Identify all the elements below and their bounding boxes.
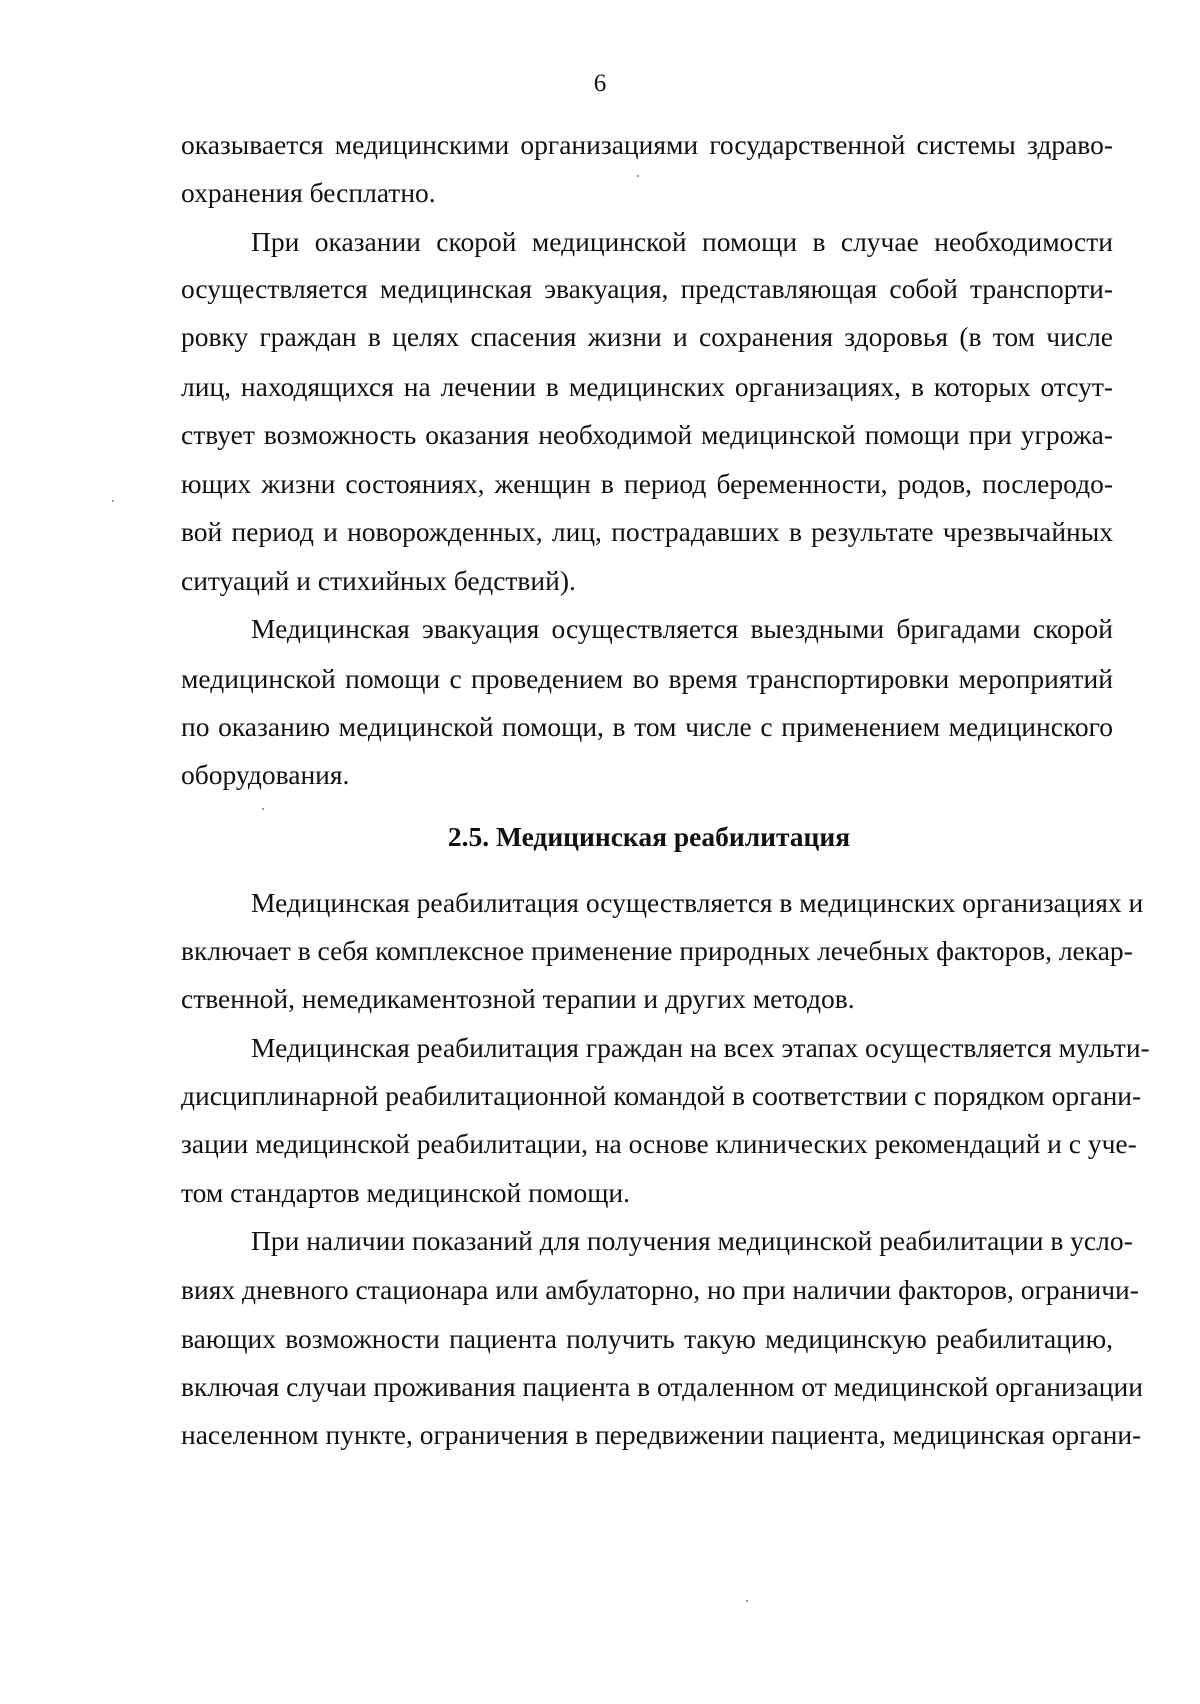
scan-speck xyxy=(262,808,264,810)
text-line: вой период и новорожденных, лиц, пострадавших в результате чрезвычайных xyxy=(181,516,1113,547)
text-line: населенном пункте, ограничения в передвижении пациента, медицинская органи- xyxy=(181,1419,1142,1450)
text-line: включая случаи проживания пациента в отдаленном от медицинской организации xyxy=(181,1371,1143,1402)
text-line: ющих жизни состояниях, женщин в период беременности, родов, послеродо- xyxy=(181,468,1113,499)
text-line: ственной, немедикаментозной терапии и других методов. xyxy=(181,983,855,1014)
text-line: Медицинская эвакуация осуществляется выездными бригадами скорой xyxy=(251,613,1113,644)
scan-speck xyxy=(637,175,639,177)
text-line: медицинской помощи с проведением во время транспортировки мероприятий xyxy=(181,663,1113,694)
text-line: том стандартов медицинской помощи. xyxy=(181,1177,630,1208)
text-line: ствует возможность оказания необходимой медицинской помощи при угрожа- xyxy=(181,419,1113,450)
text-line: вающих возможности пациента получить такую медицинскую реабилитацию, xyxy=(181,1323,1113,1354)
text-line: виях дневного стационара или амбулаторно, но при наличии факторов, ограничи- xyxy=(181,1274,1139,1305)
text-line: осуществляется медицинская эвакуация, представляющая собой транспорти- xyxy=(181,273,1113,304)
text-line: зации медицинской реабилитации, на основе клинических рекомендаций и с уче- xyxy=(181,1128,1137,1159)
section-heading: 2.5. Медицинская реабилитация xyxy=(447,821,851,852)
text-line: охранения бесплатно. xyxy=(181,177,436,208)
text-line: лиц, находящихся на лечении в медицинских организациях, в которых отсут- xyxy=(181,371,1113,402)
text-line: включает в себя комплексное применение природных лечебных факторов, лекар- xyxy=(181,935,1133,966)
text-line: При наличии показаний для получения медицинской реабилитации в усло- xyxy=(251,1225,1133,1256)
text-line: оборудования. xyxy=(181,759,350,790)
text-line: ситуаций и стихийных бедствий). xyxy=(181,565,576,596)
scan-speck xyxy=(112,500,114,502)
text-line: Медицинская реабилитация осуществляется в медицинских организациях и xyxy=(251,887,1144,918)
text-line: ровку граждан в целях спасения жизни и сохранения здоровья (в том числе xyxy=(181,321,1113,352)
scan-speck xyxy=(746,1600,748,1602)
text-line: оказывается медицинскими организациями государственной системы здраво- xyxy=(181,129,1113,160)
page-number: 6 xyxy=(593,70,607,97)
text-line: Медицинская реабилитация граждан на всех этапах осуществляется мульти- xyxy=(251,1032,1150,1063)
text-line: дисциплинарной реабилитационной командой в соответствии с порядком органи- xyxy=(181,1080,1142,1111)
text-line: При оказании скорой медицинской помощи в случае необходимости xyxy=(251,226,1113,257)
text-line: по оказанию медицинской помощи, в том числе с применением медицинского xyxy=(181,711,1113,742)
